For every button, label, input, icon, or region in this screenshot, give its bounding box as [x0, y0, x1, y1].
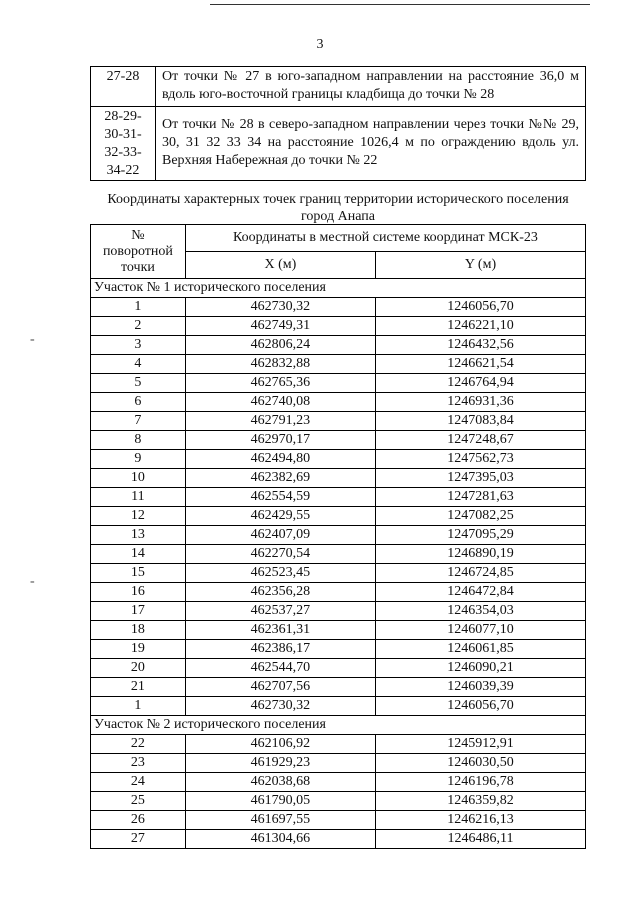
y-coordinate: 1245912,91 [375, 735, 585, 754]
point-number: 26 [91, 811, 186, 830]
segment-line: 27-28 [106, 69, 140, 84]
coords-header: Координаты в местной системе координат МСК-23 [185, 225, 585, 252]
x-coordinate: 462537,27 [185, 602, 375, 621]
y-coordinate: 1247562,73 [375, 450, 585, 469]
x-coordinate: 461697,55 [185, 811, 375, 830]
point-number: 22 [91, 735, 186, 754]
point-number: 6 [91, 393, 186, 412]
table-row [91, 640, 586, 659]
x-coordinate: 462749,31 [185, 317, 375, 336]
y-coordinate: 1246030,50 [375, 754, 585, 773]
segment-line: 30-31- [104, 127, 142, 142]
table-row [91, 336, 586, 355]
table-row [91, 659, 586, 678]
y-coordinate: 1247095,29 [375, 526, 585, 545]
x-coordinate: 462382,69 [185, 469, 375, 488]
y-coordinate: 1246359,82 [375, 792, 585, 811]
point-number: 15 [91, 564, 186, 583]
point-number: 19 [91, 640, 186, 659]
point-number: 25 [91, 792, 186, 811]
y-header: Y (м) [375, 252, 585, 279]
margin-mark: - [30, 574, 35, 589]
x-coordinate: 461790,05 [185, 792, 375, 811]
y-coordinate: 1246061,85 [375, 640, 585, 659]
y-coordinate: 1247395,03 [375, 469, 585, 488]
x-coordinate: 462806,24 [185, 336, 375, 355]
page-number: 3 [316, 37, 324, 52]
segment-cell [91, 67, 156, 107]
table-row [91, 735, 586, 754]
x-coordinate: 462707,56 [185, 678, 375, 697]
point-number: 17 [91, 602, 186, 621]
coordinates-table [90, 224, 586, 849]
x-coordinate: 462730,32 [185, 697, 375, 716]
point-number: 3 [91, 336, 186, 355]
point-number: 9 [91, 450, 186, 469]
table-row [91, 298, 586, 317]
point-number: 14 [91, 545, 186, 564]
point-number: 21 [91, 678, 186, 697]
y-coordinate: 1246890,19 [375, 545, 585, 564]
x-coordinate: 462038,68 [185, 773, 375, 792]
x-coordinate: 462361,31 [185, 621, 375, 640]
x-coordinate: 462523,45 [185, 564, 375, 583]
table-row [91, 374, 586, 393]
table-row [91, 811, 586, 830]
segment-line: 28-29- [104, 109, 142, 124]
x-coordinate: 462106,92 [185, 735, 375, 754]
table-caption: Координаты характерных точек границ территории исторического поселения город Анапа [107, 192, 569, 224]
y-coordinate: 1246077,10 [375, 621, 585, 640]
segment-line: 32-33- [104, 145, 142, 160]
x-coordinate: 462970,17 [185, 431, 375, 450]
x-coordinate: 462407,09 [185, 526, 375, 545]
x-coordinate: 462544,70 [185, 659, 375, 678]
table-row [91, 545, 586, 564]
table-row [91, 355, 586, 374]
section-row [91, 716, 586, 735]
y-coordinate: 1246472,84 [375, 583, 585, 602]
description-text: От точки № 28 в северо-западном направлении через точки №№ 29, 30, 31 32 33 34 на расстояние 1026,4 м по ограждению вдоль ул. Верхняя Набережная до точки № 22 [156, 107, 586, 181]
point-number: 7 [91, 412, 186, 431]
table-row [91, 678, 586, 697]
point-number: 1 [91, 697, 186, 716]
point-number: 24 [91, 773, 186, 792]
margin-mark: - [30, 332, 35, 347]
table-row [91, 792, 586, 811]
y-coordinate: 1246931,36 [375, 393, 585, 412]
y-coordinate: 1247248,67 [375, 431, 585, 450]
table-row [91, 450, 586, 469]
y-coordinate: 1246486,11 [375, 830, 585, 849]
x-coordinate: 462730,32 [185, 298, 375, 317]
table-row [91, 773, 586, 792]
point-number: 23 [91, 754, 186, 773]
y-coordinate: 1246724,85 [375, 564, 585, 583]
y-coordinate: 1247082,25 [375, 507, 585, 526]
y-coordinate: 1246764,94 [375, 374, 585, 393]
y-coordinate: 1247083,84 [375, 412, 585, 431]
header-line: точки [120, 259, 155, 275]
x-coordinate: 462554,59 [185, 488, 375, 507]
point-number: 1 [91, 298, 186, 317]
x-coordinate: 461304,66 [185, 830, 375, 849]
header-line: № [131, 227, 145, 243]
x-coordinate: 462791,23 [185, 412, 375, 431]
table-row [91, 583, 586, 602]
table-row [91, 564, 586, 583]
table-row [91, 412, 586, 431]
point-number: 12 [91, 507, 186, 526]
x-coordinate: 462765,36 [185, 374, 375, 393]
y-coordinate: 1246621,54 [375, 355, 585, 374]
section-title: Участок № 2 исторического поселения [91, 716, 586, 735]
y-coordinate: 1246090,21 [375, 659, 585, 678]
section-row [91, 279, 586, 298]
x-coordinate: 462740,08 [185, 393, 375, 412]
description-text: От точки № 27 в юго-западном направлении на расстояние 36,0 м вдоль юго-восточной границы кладбища до точки № 28 [156, 67, 586, 107]
table-row [91, 621, 586, 640]
point-number: 20 [91, 659, 186, 678]
y-coordinate: 1246039,39 [375, 678, 585, 697]
table-row [91, 697, 586, 716]
table-row [91, 507, 586, 526]
table-row [91, 431, 586, 450]
description-row [91, 67, 586, 107]
x-coordinate: 462429,55 [185, 507, 375, 526]
table-row [91, 602, 586, 621]
point-number: 18 [91, 621, 186, 640]
point-number: 13 [91, 526, 186, 545]
point-number: 2 [91, 317, 186, 336]
x-header: X (м) [185, 252, 375, 279]
segment-line: 34-22 [106, 163, 140, 178]
point-number: 11 [91, 488, 186, 507]
point-number-header [91, 225, 186, 279]
y-coordinate: 1246221,10 [375, 317, 585, 336]
point-number: 5 [91, 374, 186, 393]
x-coordinate: 462356,28 [185, 583, 375, 602]
table-row [91, 393, 586, 412]
y-coordinate: 1246216,13 [375, 811, 585, 830]
y-coordinate: 1246196,78 [375, 773, 585, 792]
table-row [91, 754, 586, 773]
y-coordinate: 1246056,70 [375, 298, 585, 317]
y-coordinate: 1246354,03 [375, 602, 585, 621]
x-coordinate: 462832,88 [185, 355, 375, 374]
y-coordinate: 1246432,56 [375, 336, 585, 355]
boundary-description-table [90, 66, 586, 181]
point-number: 16 [91, 583, 186, 602]
x-coordinate: 462270,54 [185, 545, 375, 564]
point-number: 27 [91, 830, 186, 849]
segment-cell [91, 107, 156, 181]
point-number: 8 [91, 431, 186, 450]
top-rule [210, 4, 590, 5]
y-coordinate: 1246056,70 [375, 697, 585, 716]
table-row [91, 830, 586, 849]
y-coordinate: 1247281,63 [375, 488, 585, 507]
table-row [91, 317, 586, 336]
table-row [91, 526, 586, 545]
table-row [91, 488, 586, 507]
point-number: 10 [91, 469, 186, 488]
point-number: 4 [91, 355, 186, 374]
x-coordinate: 461929,23 [185, 754, 375, 773]
description-row [91, 107, 586, 181]
section-title: Участок № 1 исторического поселения [91, 279, 586, 298]
x-coordinate: 462494,80 [185, 450, 375, 469]
x-coordinate: 462386,17 [185, 640, 375, 659]
table-row [91, 469, 586, 488]
header-line: поворотной [102, 243, 173, 259]
